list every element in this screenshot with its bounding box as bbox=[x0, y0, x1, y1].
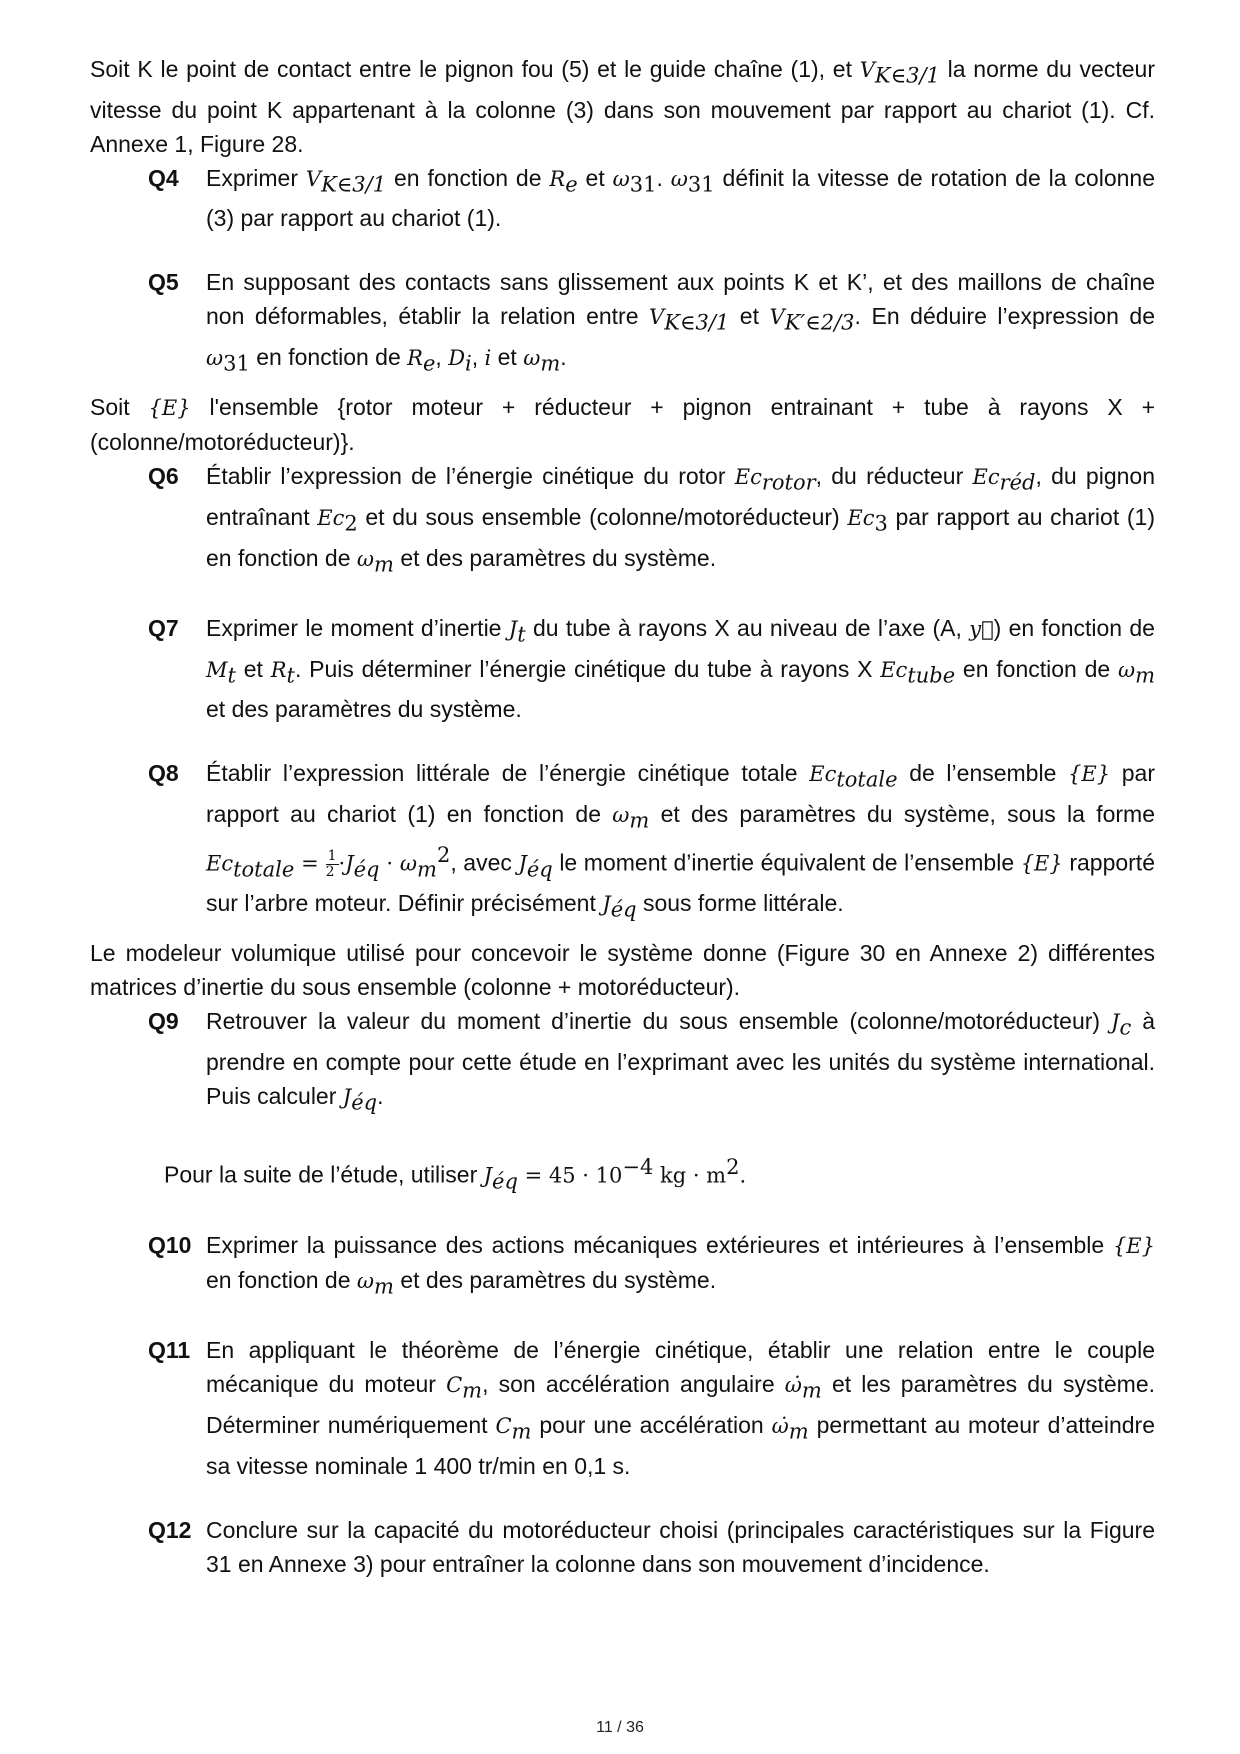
question-text: Établir l’expression de l’énergie cinétique du rotor $Ec_{rotor}$, du réducteur $Ec_{réd}$, du pignon entraînant $Ec_2$ et du sous ensemble (colonne/motoréducteur) $Ec_3$ par rapport au chariot (1) en fonction de $\omega_m$ et des paramètres du système. bbox=[206, 463, 1156, 577]
question-number: Q10 bbox=[148, 1231, 192, 1258]
intro-paragraph: Soit K le point de contact entre le pignon fou (5) et le guide chaîne (1), et $V_{K\in 3/1}$ la norme du vecteur vitesse du point K appartenant à la colonne (3) dans son mouvement par rapport au chariot (1). Cf. Annexe 1, Figure 28. bbox=[90, 56, 1155, 157]
question-number: Q12 bbox=[148, 1516, 192, 1543]
question-text: Retrouver la valeur du moment d’inertie du sous ensemble (colonne/motoréducteur) $J_c$ à prendre en compte pour cette étude en l’exprimant avec les unités du système international. Puis calculer $J_{éq}$. bbox=[206, 1008, 1156, 1115]
page-content bbox=[90, 52, 1155, 1581]
question-number: Q7 bbox=[148, 615, 179, 642]
question-q4 bbox=[148, 161, 1155, 236]
question-text: Conclure sur la capacité du motoréducteur choisi (principales caractéristiques sur la Figure 31 en Annexe 3) pour entraîner la colonne dans son mouvement d’incidence. bbox=[206, 1516, 1155, 1577]
page-number: 11 / 36 bbox=[596, 1719, 644, 1736]
question-text: Établir l’expression littérale de l’énergie cinétique totale $Ec_{totale}$ de l’ensemble {E} par rapport au chariot (1) en fonction de $\omega_m$ et des paramètres du système, sous la forme $Ec_{totale}$ = $\frac{1}{2}$ $\cdot J_{éq} \cdot \omega_m^2$, avec $J_{éq}$ le moment d’inertie équivalent de l’ensemble {E} rapporté sur l’arbre moteur. Définir précisément $J_{éq}$ sous forme littérale. bbox=[206, 760, 1156, 922]
question-number: Q6 bbox=[148, 463, 179, 490]
instruction-note: Pour la suite de l’étude, utiliser $J_{éq} = 45 \cdot 10^{-4}$ kg · $m^2$. bbox=[164, 1154, 747, 1193]
question-number: Q5 bbox=[148, 269, 179, 296]
question-q11 bbox=[148, 1333, 1155, 1482]
modeleur-paragraph: Le modeleur volumique utilisé pour concevoir le système donne (Figure 30 en Annexe 2) différentes matrices d’inertie du sous ensemble (colonne + motoréducteur). bbox=[90, 940, 1155, 1001]
question-number: Q9 bbox=[148, 1008, 179, 1035]
question-q10 bbox=[148, 1228, 1155, 1304]
fraction-one-half: $\frac{1}{2}$ bbox=[325, 847, 337, 880]
question-q8 bbox=[148, 756, 1155, 926]
set-definition-paragraph: Soit {E} l'ensemble {rotor moteur + réducteur + pignon entrainant + tube à rayons X + (colonne/motoréducteur)}. bbox=[90, 394, 1155, 456]
question-number: Q4 bbox=[148, 164, 179, 191]
question-q9 bbox=[148, 1004, 1155, 1119]
question-number: Q8 bbox=[148, 760, 179, 787]
question-q7 bbox=[148, 611, 1155, 726]
question-text: En supposant des contacts sans glissement aux points K et K’, et des maillons de chaîne non déformables, établir la relation entre $V_{K\in 3/1}$ et $V_{K'\in 2/3}$. En déduire l’expression de $\omega_{31}$ en fonction de $R_e$, $D_i$, i et $\omega_m$. bbox=[206, 269, 1156, 376]
question-q12 bbox=[148, 1513, 1155, 1581]
question-number: Q11 bbox=[148, 1337, 191, 1364]
question-q6 bbox=[148, 459, 1155, 581]
question-text: Exprimer la puissance des actions mécaniques extérieures et intérieures à l’ensemble {E} en fonction de $\omega_m$ et des paramètres du système. bbox=[206, 1231, 1155, 1299]
question-text: Exprimer $V_{K\in 3/1}$ en fonction de $R_e$ et $\omega_{31}$. $\omega_{31}$ définit la vitesse de rotation de la colonne (3) par rapport au chariot (1). bbox=[206, 164, 1155, 232]
question-text: En appliquant le théorème de l’énergie cinétique, établir une relation entre le couple mécanique du moteur $C_m$, son accélération angulaire $\omegȧ_m$ et les paramètres du système. Déterminer numériquement $C_m$ pour une accélération $\omegȧ_m$ permettant au moteur d’atteindre sa vitesse nominale 1 400 tr/min en 0,1 s. bbox=[206, 1337, 1156, 1479]
question-q5 bbox=[148, 265, 1155, 380]
question-text: Exprimer le moment d’inertie $J_t$ du tube à rayons X au niveau de l’axe (A, y⃗) en fonction de $M_t$ et $R_t$. Puis déterminer l’énergie cinétique du tube à rayons X $Ec_{tube}$ en fonction de $\omega_m$ et des paramètres du système. bbox=[206, 615, 1155, 723]
